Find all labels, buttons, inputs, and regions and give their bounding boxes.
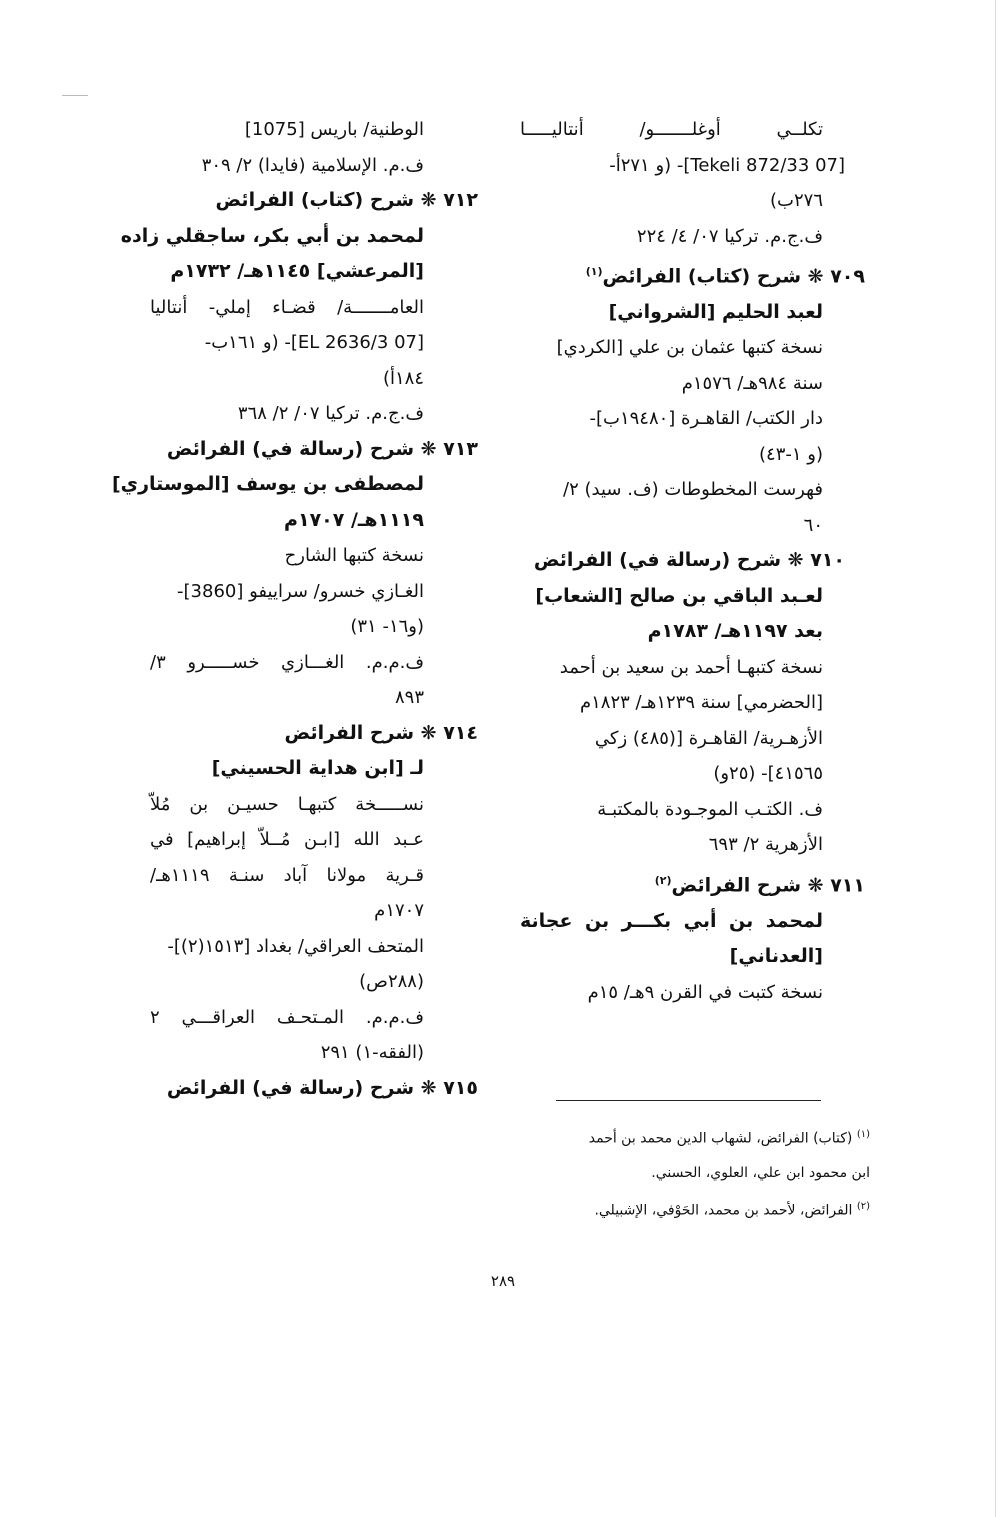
text-line: ٦٠ xyxy=(803,514,823,536)
text-line: سنة ٩٨٤هـ/ ١٥٧٦م xyxy=(681,372,823,394)
footnote-separator xyxy=(556,1100,821,1101)
entry-heading: ٧١١ ❋ شرح الفرائض$^{(٢)}$ xyxy=(654,873,865,897)
entry-heading: لـ [ابن هداية الحسيني] xyxy=(211,757,424,779)
footnotes xyxy=(490,1118,870,1227)
entry-heading: لمحمد بن أبي بكـــر بن عجانة xyxy=(520,909,823,932)
entry-heading: بعد ١١٩٧هـ/ ١٧٨٣م xyxy=(647,620,823,643)
footnote-number: (٢) xyxy=(856,1200,870,1212)
text-line: تكلــي أوغلـــــــو/ أنتاليـــــا xyxy=(520,119,823,140)
text-line: نسخة كتبها عثمان بن علي [الكردي] xyxy=(556,337,823,359)
entry-heading: [المرعشي] ١١٤٥هـ/ ١٧٣٢م xyxy=(170,260,424,282)
entry-heading: لمحمد بن أبي بكر، ساجقلي زاده xyxy=(120,224,424,247)
text-line: ف.م. الإسلامية (فايدا) ٢/ ٣٠٩ xyxy=(201,154,424,176)
text-line: نســـــخة كتبهـا حسيـن بن مُلاّ xyxy=(150,793,424,815)
text-line: ١٧٠٧م xyxy=(374,900,424,921)
text-line: فهرست المخطوطات (ف. سيد) ٢/ xyxy=(563,479,823,501)
entry-heading: لعـبد الباقي بن صالح [الشعاب] xyxy=(535,584,823,607)
footnote-line: $^{(١)}$ (كتاب) الفرائض، لشهاب الدين محمد بن أحمد xyxy=(588,1129,870,1147)
footnote-line: $^{(٢)}$ الفرائض، لأحمد بن محمد، الحَوْفي، الإشبيلي. xyxy=(594,1200,870,1219)
entry-heading: ١١١٩هـ/ ١٧٠٧م xyxy=(284,508,424,531)
entry-heading: لمصطفى بن يوسف [الموستاري] xyxy=(111,473,424,495)
text-line: ف.م.م. المـتحـف العراقـــي ٢ xyxy=(150,1006,424,1028)
text-line: الأزهـرية/ القاهـرة [(٤٨٥) زكي xyxy=(594,727,823,749)
page-number: ٢٨٩ xyxy=(490,1272,516,1290)
footnote-marker: (٢) xyxy=(654,873,672,887)
text-line: ١٨٤أ) xyxy=(382,367,424,389)
footnote-marker: (١) xyxy=(585,265,603,278)
text-line: (و ١-٤٣) xyxy=(759,443,823,465)
text-line: ف.ج.م. تركيا ٠٧/ ٤/ ٢٢٤ xyxy=(636,225,823,247)
text-line: ف.م.م. الغـــازي خســـــرو ٣/ xyxy=(150,651,424,673)
text-line: نسخة كتبت في القرن ٩هـ/ ١٥م xyxy=(587,981,823,1003)
left-column xyxy=(111,112,478,1106)
text-line: نسخة كتبهـا أحمد بن سعيد بن أحمد xyxy=(559,656,823,678)
entry-heading: ٧٠٩ ❋ شرح (كتاب) الفرائض$^{(١)}$ xyxy=(585,265,865,288)
text-line: [الحضرمي] سنة ١٢٣٩هـ/ ١٨٢٣م xyxy=(579,692,823,714)
text-line: (و١٦- ٣١) xyxy=(350,616,424,637)
text-line: [07 EL 2636/3]- (و ١٦١ب- xyxy=(204,332,424,353)
scan-edge-line xyxy=(995,0,996,1517)
text-line: دار الكتب/ القاهـرة [١٩٤٨٠ب]- xyxy=(589,408,823,430)
text-line: الغـازي خسرو/ سراييفو [3860]- xyxy=(177,580,424,602)
entry-heading: ٧١٤ ❋ شرح الفرائض xyxy=(284,721,478,744)
entry-heading: ٧١٣ ❋ شرح (رسالة في) الفرائض xyxy=(166,437,478,460)
text-line: (٢٨٨ص) xyxy=(359,971,424,992)
footnote-number: (١) xyxy=(856,1129,870,1140)
text-line: ٤١٥٦٥]- (٢٥و) xyxy=(713,763,823,785)
text-line: الأزهرية ٢/ ٦٩٣ xyxy=(708,834,823,856)
footnote-line: ابن محمود ابن علي، العلوي، الحسني. xyxy=(651,1164,870,1181)
scan-mark xyxy=(62,95,88,96)
text-line: ٢٧٦ب) xyxy=(770,190,823,211)
right-column xyxy=(520,112,865,1010)
text-line: العامـــــــة/ قضـاء إملي- أنتاليا xyxy=(150,296,424,318)
entry-heading: ٧١٠ ❋ شرح (رسالة في) الفرائض xyxy=(533,549,845,572)
entry-heading: ٧١٥ ❋ شرح (رسالة في) الفرائض xyxy=(166,1076,478,1099)
text-line: عـبد الله [ابـن مُــلاّ إبراهيم] في xyxy=(150,829,424,850)
text-line: الوطنية/ باريس [1075] xyxy=(244,119,424,140)
text-line: ٨٩٣ xyxy=(394,687,424,708)
text-line: [07 Tekeli 872/33]- (و ٢٧١أ- xyxy=(609,154,845,176)
text-line: المتحف العراقي/ بغداد [١٥١٣(٢)]- xyxy=(167,935,424,957)
text-line: نسخة كتبها الشارح xyxy=(284,545,424,566)
text-line: قـرية مولانا آباد سنـة ١١١٩هـ/ xyxy=(150,864,424,886)
entry-heading: [العدناني] xyxy=(729,945,823,968)
entry-heading: لعبد الحليم [الشرواني] xyxy=(608,300,823,323)
text-line: (الفقه-١) ٢٩١ xyxy=(320,1042,424,1063)
text-line: ف.ج.م. تركيا ٠٧/ ٢/ ٣٦٨ xyxy=(237,403,424,424)
entry-heading: ٧١٢ ❋ شرح (كتاب) الفرائض xyxy=(215,189,478,211)
text-line: ف. الكتـب الموجـودة بالمكتبـة xyxy=(597,798,823,820)
